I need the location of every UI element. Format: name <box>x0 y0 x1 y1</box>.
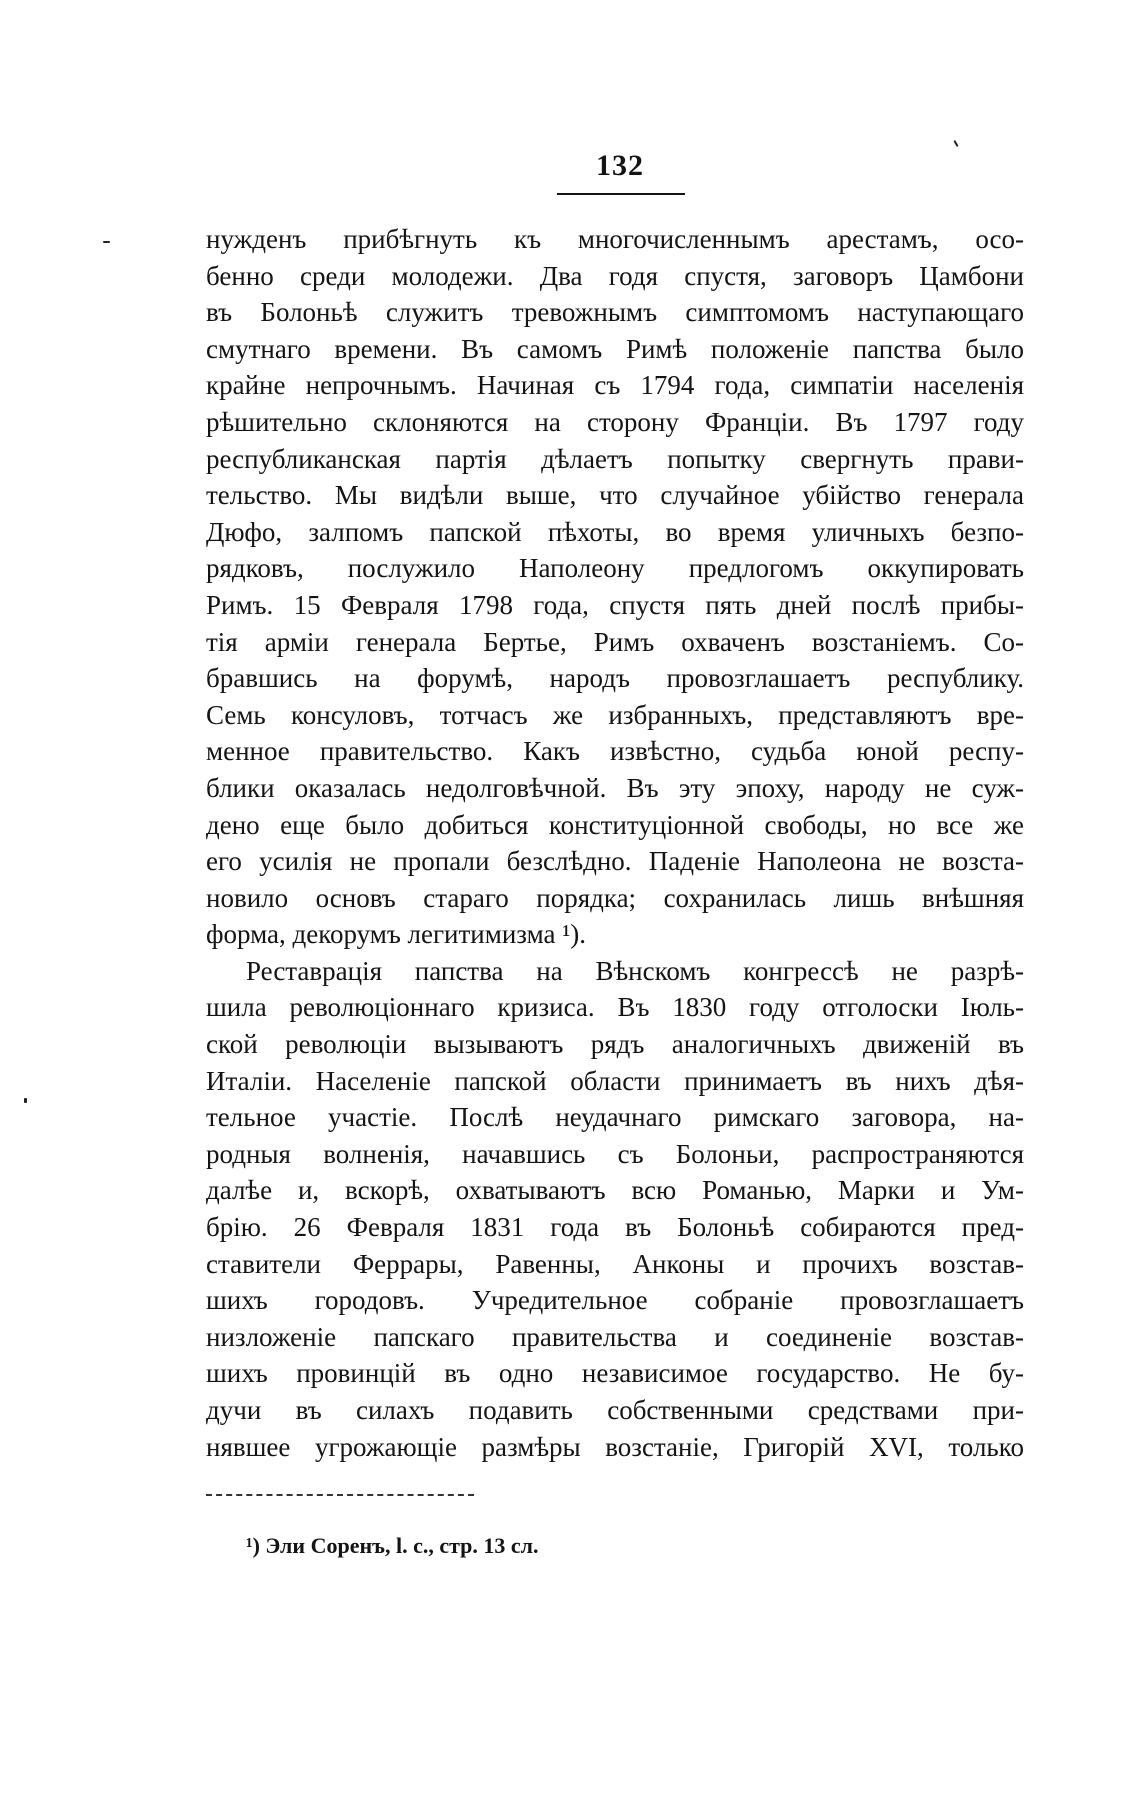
page-number: 132 <box>596 149 644 182</box>
footnote: ¹) Эли Соренъ, l. c., стр. 13 сл. <box>246 1533 539 1558</box>
text-line: тельное участіе. Послѣ неудачнаго римскаго заговора, на- <box>206 1102 1024 1133</box>
text-line: Реставрація папства на Вѣнскомъ конгрессѣ не разрѣ- <box>246 955 1024 986</box>
text-line: Римъ. 15 Февраля 1798 года, спустя пять дней послѣ прибы- <box>206 589 1024 620</box>
text-line: крайне непрочнымъ. Начиная съ 1794 года, симпатіи населенія <box>206 370 1024 401</box>
text-line: нужденъ прибѣгнуть къ многочисленнымъ арестамъ, осо- <box>206 224 1024 254</box>
text-line: ставители Феррары, Равенны, Анконы и прочихъ возстав- <box>206 1248 1024 1279</box>
text-line: тельство. Мы видѣли выше, что случайное убійство генерала <box>206 480 1024 511</box>
text-line: дучи въ силахъ подавить собственными средствами при- <box>206 1395 1024 1425</box>
text-line: Семь консуловъ, тотчасъ же избранныхъ, представляютъ вре- <box>206 699 1024 730</box>
text-line: бенно среди молодежи. Два годя спустя, заговоръ Цамбони <box>206 260 1024 291</box>
text-line: шихъ городовъ. Учредительное собраніе провозглашаетъ <box>206 1285 1024 1316</box>
text-line: низложеніе папскаго правительства и соединеніе возстав- <box>206 1321 1024 1352</box>
text-line: шила революціоннаго кризиса. Въ 1830 году отголоски Іюль- <box>206 992 1024 1023</box>
body-text <box>206 221 1024 1465</box>
text-line: республиканская партія дѣлаетъ попытку свергнуть прави- <box>206 443 1024 474</box>
page-number-rule <box>557 193 685 195</box>
scan-speck <box>24 1098 27 1103</box>
text-line: менное правительство. Какъ извѣстно, судьба юной респу- <box>206 736 1024 767</box>
text-line: шихъ провинцій въ одно независимое государство. Не бу- <box>206 1358 1024 1389</box>
text-line: смутнаго времени. Въ самомъ Римѣ положеніе папства было <box>206 333 1024 364</box>
text-line: родныя волненія, начавшись съ Болоньи, распространяются <box>206 1138 1024 1169</box>
text-line: Италіи. Населеніе папской области принимаетъ въ нихъ дѣя- <box>206 1065 1024 1096</box>
text-line: нявшее угрожающіе размѣры возстаніе, Григорій XVI, только <box>206 1431 1024 1462</box>
text-line: новило основъ стараго порядка; сохранилась лишь внѣшняя <box>206 882 1024 913</box>
text-line: брію. 26 Февраля 1831 года въ Болоньѣ собираются пред- <box>206 1212 1024 1243</box>
scan-speck <box>103 241 110 243</box>
text-line: въ Болоньѣ служитъ тревожнымъ симптомомъ наступающаго <box>206 297 1024 328</box>
text-line: далѣе и, вскорѣ, охватываютъ всю Романью, Марки и Ум- <box>206 1175 1024 1206</box>
scan-speck <box>953 140 958 147</box>
text-line: бравшись на форумѣ, народъ провозглашаетъ республику. <box>206 663 1024 694</box>
text-line: форма, декорумъ легитимизма ¹). <box>206 919 587 950</box>
text-line: рѣшительно склоняются на сторону Франціи. Въ 1797 году <box>206 406 1024 437</box>
text-line: рядковъ, послужило Наполеону предлогомъ оккупировать <box>206 553 1024 584</box>
text-line: дено еще было добиться конституціонной свободы, но все же <box>206 809 1024 840</box>
paragraph-2 <box>206 953 1024 1465</box>
text-line: ской революціи вызываютъ рядъ аналогичныхъ движеній въ <box>206 1029 1024 1060</box>
text-line: тія арміи генерала Бертье, Римъ охваченъ возстаніемъ. Со- <box>206 626 1024 657</box>
text-line: Дюфо, залпомъ папской пѣхоты, во время уличныхъ безпо- <box>206 516 1024 547</box>
text-line: блики оказалась недолговѣчной. Въ эту эпоху, народу не суж- <box>206 772 1024 803</box>
text-line: его усилія не пропали безслѣдно. Паденіе Наполеона не возста- <box>206 846 1024 877</box>
paragraph-1 <box>206 221 1024 953</box>
footnote-rule <box>206 1494 474 1496</box>
